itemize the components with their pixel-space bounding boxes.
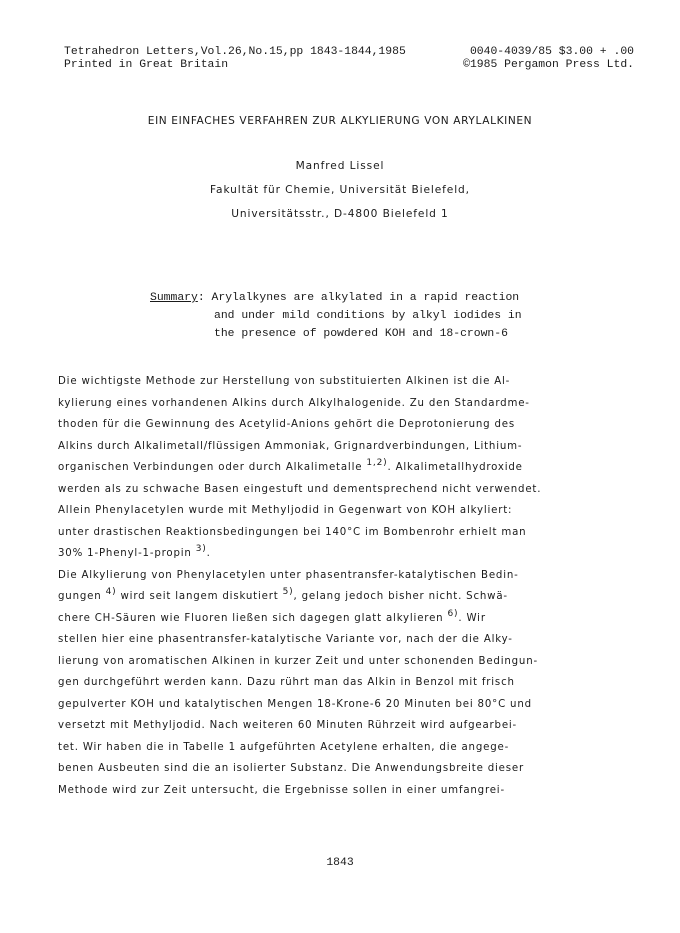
printed-in: Printed in Great Britain xyxy=(64,59,229,71)
journal-citation: Tetrahedron Letters,Vol.26,No.15,pp 1843-1844,1985 xyxy=(64,46,406,58)
body-line-9-b: . xyxy=(206,548,211,559)
body-line-4: Alkins durch Alkalimetall/flüssigen Ammoniak, Grignardverbindungen, Lithium- xyxy=(58,440,523,452)
affiliation: Fakultät für Chemie, Universität Bielefeld, xyxy=(210,184,470,196)
body-line-14: lierung von aromatischen Alkinen in kurzer Zeit und unter schonenden Bedingun- xyxy=(58,655,538,667)
reference-4: 4) xyxy=(105,587,117,597)
page-number: 1843 xyxy=(326,857,354,869)
article-title: EIN EINFACHES VERFAHREN ZUR ALKYLIERUNG VON ARYLALKINEN xyxy=(147,115,533,127)
body-line-5-b: . Alkalimetallhydroxide xyxy=(387,462,523,473)
summary-line-1 xyxy=(150,289,570,307)
body-line-16: gepulverter KOH und katalytischen Mengen 18-Krone-6 20 Minuten bei 80°C und xyxy=(58,698,532,710)
summary-colon: : xyxy=(197,292,205,304)
body-line-13: stellen hier eine phasentransfer-katalytische Variante vor, nach der die Alky- xyxy=(58,634,513,645)
body-line-7: Allein Phenylacetylen wurde mit Methyljodid in Gegenwart von KOH alkyliert: xyxy=(58,505,513,516)
body-line-9-a: 30% 1-Phenyl-1-propin xyxy=(58,548,196,559)
body-line-6: werden als zu schwache Basen eingestuft und dementsprechend nicht verwendet. xyxy=(58,483,542,495)
reference-3: 3) xyxy=(195,544,207,554)
body-line-9 xyxy=(58,543,628,565)
body-line-3: thoden für die Gewinnung des Acetylid-Anions gehört die Deprotonierung des xyxy=(58,419,516,430)
body-line-2: kylierung eines vorhandenen Alkins durch Alkylhalogenide. Zu den Standardme- xyxy=(58,397,530,409)
reference-5: 5) xyxy=(282,587,294,597)
body-line-19: benen Ausbeuten sind die an isolierter Substanz. Die Anwendungsbreite dieser xyxy=(58,763,524,774)
body-line-5 xyxy=(58,457,628,479)
body-line-1: Die wichtigste Methode zur Herstellung von substituierten Alkinen ist die Al- xyxy=(58,376,511,387)
header-row-1 xyxy=(64,46,634,59)
author-name: Manfred Lissel xyxy=(295,160,385,172)
body-line-5-a: organischen Verbindungen oder durch Alkalimetalle xyxy=(58,462,367,473)
author-block xyxy=(0,154,680,226)
body-text xyxy=(58,371,628,801)
article-code: 0040-4039/85 $3.00 + .00 xyxy=(469,46,634,58)
body-line-11-b: wird seit langem diskutiert xyxy=(116,591,283,602)
body-line-12 xyxy=(58,608,628,630)
summary-line-3: the presence of powdered KOH and 18-crown-6 xyxy=(214,328,508,340)
summary-line-2: and under mild conditions by alkyl iodides in xyxy=(214,310,522,322)
summary-block xyxy=(150,289,570,343)
summary-label: Summary xyxy=(150,292,198,304)
body-line-11-c: , gelang jedoch bisher nicht. Schwä- xyxy=(293,591,508,602)
body-line-20: Methode wird zur Zeit untersucht, die Ergebnisse sollen in einer umfangrei- xyxy=(58,784,505,796)
body-line-12-a: chere CH-Säuren wie Fluoren ließen sich dagegen glatt alkylieren xyxy=(58,612,448,624)
journal-header xyxy=(64,46,634,72)
summary-text-1: Arylalkynes are alkylated in a rapid reaction xyxy=(211,292,520,304)
address: Universitätsstr., D-4800 Bielefeld 1 xyxy=(231,208,449,220)
body-line-17: versetzt mit Methyljodid. Nach weiteren 60 Minuten Rührzeit wird aufgearbei- xyxy=(58,720,518,731)
body-line-15: gen durchgeführt werden kann. Dazu rührt man das Alkin in Benzol mit frisch xyxy=(58,677,515,688)
reference-6: 6) xyxy=(447,608,459,619)
reference-1-2: 1,2) xyxy=(366,458,388,468)
body-line-10: Die Alkylierung von Phenylacetylen unter phasentransfer-katalytischen Bedin- xyxy=(58,569,519,581)
body-line-11-a: gungen xyxy=(58,591,106,602)
header-row-2 xyxy=(64,59,634,72)
body-line-8: unter drastischen Reaktionsbedingungen bei 140°C im Bombenrohr erhielt man xyxy=(58,526,527,538)
body-line-18: tet. Wir haben die in Tabelle 1 aufgeführten Acetylene erhalten, die angege- xyxy=(58,741,510,753)
body-line-12-b: . Wir xyxy=(458,612,486,624)
copyright: ©1985 Pergamon Press Ltd. xyxy=(463,59,634,71)
body-line-11 xyxy=(58,586,628,608)
